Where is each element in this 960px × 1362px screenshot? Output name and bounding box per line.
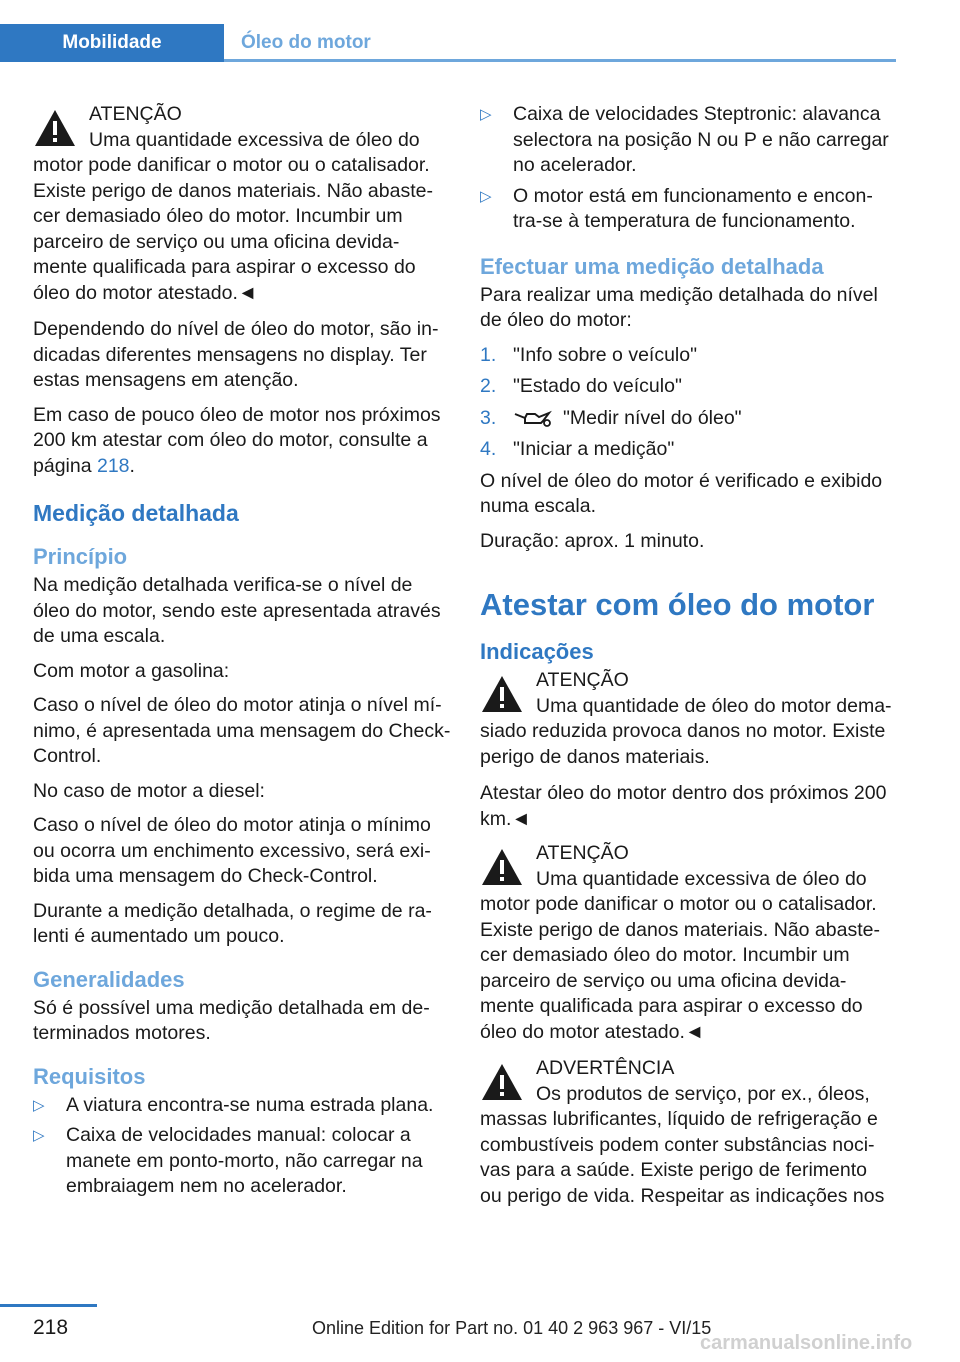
list-item: ▷ O motor está em funcionamento e encon-tra-se à temperatura de funcionamento.: [480, 184, 873, 232]
step-item: 1. "Info sobre o veículo": [480, 343, 698, 366]
footer-rule: [0, 1304, 97, 1307]
heading-medicao-detalhada: Medição detalhada: [33, 500, 239, 526]
right-column: [480, 102, 894, 1220]
watermark: carmanualsonline.info: [700, 1332, 913, 1354]
paragraph: O nível de óleo do motor é verificado e exibido numa escala.: [480, 469, 883, 517]
step-item: 2. "Estado do veículo": [480, 375, 682, 397]
header-rule: [224, 59, 896, 62]
triangle-bullet-icon: ▷: [480, 106, 492, 123]
warning-text: Uma quantidade excessiva de óleo do motor pode danificar o motor ou o catalisador. Existe perigo de danos materiais. Não abaste-cer demasiado óleo do motor. Incumbir um parceiro de serviço ou uma oficina devida-mente qualificada para aspirar o excesso do óleo do motor atestado.◄: [33, 128, 433, 304]
warning-title: ATENÇÃO: [89, 103, 182, 125]
oil-can-icon: [513, 408, 553, 428]
warning-block: [480, 1056, 894, 1209]
page-link-218[interactable]: 218: [96, 454, 130, 477]
warning-triangle-icon: [480, 1062, 524, 1102]
heading-generalidades: Generalidades: [33, 966, 185, 992]
paragraph: Para realizar uma medição detalhada do nível de óleo do motor:: [480, 283, 878, 331]
heading-indicacoes: Indicações: [480, 639, 594, 664]
paragraph: Durante a medição detalhada, o regime de ra-lenti é aumentado um pouco.: [33, 899, 432, 947]
warning-text: Os produtos de serviço, por ex., óleos, massas lubrificantes, líquido de refrigeração e combustíveis podem conter substâncias noci-vas para a saúde. Existe perigo de ferimento ou perigo de vida. Respeitar as indicações nos: [480, 1082, 885, 1207]
paragraph: Só é possível uma medição detalhada em de-terminados motores.: [33, 996, 430, 1044]
warning-title: ATENÇÃO: [536, 842, 629, 864]
paragraph: Na medição detalhada verifica-se o nível de óleo do motor, sendo este apresentada através de uma escala.: [33, 574, 441, 647]
page-header: [0, 0, 960, 62]
warning-block: [480, 668, 894, 770]
warning-title: ADVERTÊNCIA: [536, 1057, 675, 1079]
warning-block: [480, 841, 894, 1045]
paragraph: Caso o nível de óleo do motor atinja o mínimo ou ocorra um enchimento excessivo, será exi-bida uma mensagem do Check-Control.: [33, 814, 431, 887]
triangle-bullet-icon: ▷: [33, 1127, 45, 1144]
heading-principio: Princípio: [33, 544, 128, 569]
step-item: 4. "Iniciar a medição": [480, 438, 675, 460]
paragraph-with-link: Em caso de pouco óleo de motor nos próximos 200 km atestar com óleo do motor, consulte a página 218.: [33, 403, 441, 477]
heading-requisitos: Requisitos: [33, 1063, 146, 1089]
warning-block: [33, 102, 451, 306]
list-item: ▷ A viatura encontra-se numa estrada plana.: [33, 1093, 451, 1119]
paragraph: Caso o nível de óleo do motor atinja o nível mí-nimo, é apresentada uma mensagem do Check-Control.: [33, 694, 451, 767]
warning-triangle-icon: [480, 674, 524, 714]
heading-efectuar-medicao: Efectuar uma medição detalhada: [480, 253, 824, 279]
paragraph: Duração: aprox. 1 minuto.: [480, 529, 705, 552]
edition-text: Online Edition for Part no. 01 40 2 963 967 - VI/15: [312, 1318, 712, 1338]
page-number: 218: [33, 1316, 69, 1339]
triangle-bullet-icon: ▷: [33, 1096, 45, 1114]
list-item: ▷ Caixa de velocidades Steptronic: alavanca selectora na posição N ou P e não carregar no acelerador.: [480, 103, 889, 176]
warning-triangle-icon: [480, 847, 524, 887]
warning-text: Uma quantidade de óleo do motor dema-siado reduzida provoca danos no motor. Existe perigo de danos materiais.: [480, 694, 892, 768]
paragraph: Atestar óleo do motor dentro dos próximos 200 km.◄: [480, 782, 887, 830]
warning-text: Uma quantidade excessiva de óleo do motor pode danificar o motor ou o catalisador. Existe perigo de danos materiais. Não abaste-cer demasiado óleo do motor. Incumbir um parceiro de serviço ou uma oficina devida-mente qualificada para aspirar o excesso do óleo do motor atestado.◄: [480, 867, 880, 1043]
triangle-bullet-icon: ▷: [480, 187, 492, 205]
paragraph: Dependendo do nível de óleo do motor, são in-dicadas diferentes mensagens no display. Ter estas mensagens em atenção.: [33, 318, 439, 391]
step-item: 3. "Medir nível do óleo": [480, 406, 742, 429]
tab-oleo-do-motor[interactable]: Óleo do motor: [241, 32, 371, 53]
tab-mobilidade[interactable]: Mobilidade: [0, 24, 224, 62]
left-column: [33, 102, 451, 1205]
heading-atestar-oleo: Atestar com óleo do motor: [480, 587, 875, 622]
warning-triangle-icon: [33, 108, 77, 148]
list-item: ▷ Caixa de velocidades manual: colocar a manete em ponto-morto, não carregar na embraiagem nem no acelerador.: [33, 1124, 423, 1197]
paragraph: Com motor a gasolina:: [33, 659, 230, 682]
paragraph: No caso de motor a diesel:: [33, 779, 265, 802]
warning-title: ATENÇÃO: [536, 669, 629, 691]
